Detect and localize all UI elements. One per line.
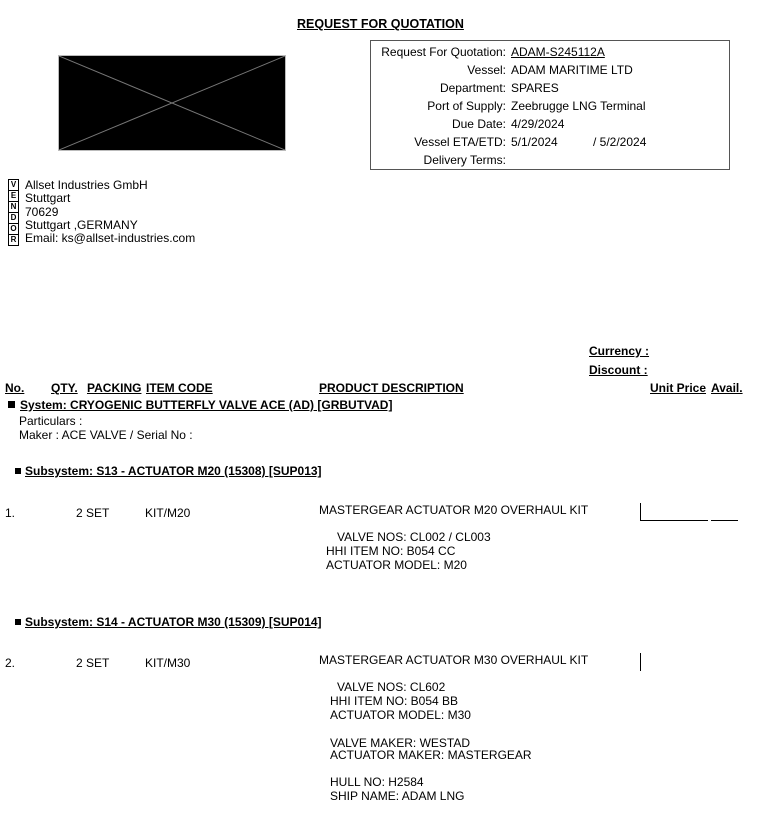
vendor-tag-letter: N <box>8 201 19 212</box>
column-header-product-description: PRODUCT DESCRIPTION <box>319 381 464 395</box>
vendor-country: Stuttgart ,GERMANY <box>25 217 138 232</box>
item-detail: HULL NO: H2584 <box>330 775 424 789</box>
column-header-item-code: ITEM CODE <box>146 381 213 395</box>
item-detail: ACTUATOR MAKER: MASTERGEAR <box>330 748 532 762</box>
subsystem-heading-s14 <box>15 615 322 629</box>
item-no: 1. <box>5 506 16 520</box>
info-row-delivery-terms <box>371 153 731 171</box>
rfq-info-box <box>370 40 730 170</box>
avail-input[interactable] <box>711 503 738 521</box>
currency-label: Currency : <box>589 344 650 358</box>
port-label: Port of Supply: <box>427 99 506 113</box>
rfq-label: Request For Quotation: <box>381 45 506 59</box>
item-qty: 2 SET <box>76 656 110 670</box>
discount-label: Discount : <box>589 363 648 377</box>
system-particulars: Particulars : <box>19 414 83 428</box>
subsystem-title-text: Subsystem: S13 - ACTUATOR M20 (15308) [SUP013] <box>25 464 322 478</box>
system-title: System: CRYOGENIC BUTTERFLY VALVE ACE (AD) [GRBUTVAD] <box>20 398 393 412</box>
unit-price-field-underline <box>640 520 708 521</box>
item-no: 2. <box>5 656 16 670</box>
eta-value: 5/1/2024 <box>511 135 558 149</box>
item-description: MASTERGEAR ACTUATOR M20 OVERHAUL KIT <box>319 503 589 517</box>
column-header-qty: QTY. <box>51 381 78 395</box>
item-detail: VALVE NOS: CL002 / CL003 <box>337 530 491 544</box>
vendor-tag <box>8 179 19 251</box>
item-detail: ACTUATOR MODEL: M20 <box>326 558 467 572</box>
column-header-unit-price: Unit Price <box>650 381 707 395</box>
due-date-value: 4/29/2024 <box>511 117 565 131</box>
item-detail: ACTUATOR MODEL: M30 <box>330 708 471 722</box>
avail-field-underline <box>711 520 738 521</box>
vendor-tag-letter: E <box>8 190 19 201</box>
rfq-number-link[interactable]: ADAM-S245112A <box>511 45 605 59</box>
unit-price-field-border <box>640 503 641 521</box>
info-row-rfq <box>371 45 731 63</box>
vendor-tag-letter: D <box>8 212 19 223</box>
info-row-vessel <box>371 63 731 81</box>
info-row-department <box>371 81 731 99</box>
item-detail: HHI ITEM NO: B054 CC <box>326 544 456 558</box>
vendor-name: Allset Industries GmbH <box>25 178 148 192</box>
subsystem-title-text: Subsystem: S14 - ACTUATOR M30 (15309) [SUP014] <box>25 615 322 629</box>
image-placeholder-icon <box>59 56 285 150</box>
etd-value: / 5/2/2024 <box>593 135 647 149</box>
item-qty: 2 SET <box>76 506 110 520</box>
unit-price-field-border <box>640 653 641 671</box>
logo-placeholder-image <box>58 55 286 151</box>
system-maker: Maker : ACE VALVE / Serial No : <box>19 428 193 442</box>
info-row-port <box>371 99 731 117</box>
vendor-address <box>25 179 195 245</box>
item-code: KIT/M20 <box>145 506 191 520</box>
department-label: Department: <box>439 81 506 95</box>
column-header-packing: PACKING <box>87 381 142 395</box>
vendor-tag-letter: V <box>8 179 19 190</box>
vendor-city: Stuttgart <box>25 191 71 206</box>
port-value: Zeebrugge LNG Terminal <box>511 99 646 113</box>
due-date-label: Due Date: <box>451 117 506 131</box>
eta-etd-label: Vessel ETA/ETD: <box>414 135 506 149</box>
info-row-eta-etd <box>371 135 731 153</box>
column-header-no: No. <box>5 381 25 395</box>
vendor-tag-letter: R <box>8 234 19 246</box>
subsystem-heading-s13 <box>15 464 322 478</box>
department-value: SPARES <box>511 81 559 95</box>
info-row-due-date <box>371 117 731 135</box>
vessel-value: ADAM MARITIME LTD <box>511 63 633 77</box>
item-description: MASTERGEAR ACTUATOR M30 OVERHAUL KIT <box>319 653 589 667</box>
item-detail: VALVE MAKER: WESTAD <box>330 736 471 750</box>
vendor-email: Email: ks@allset-industries.com <box>25 231 196 246</box>
square-bullet-icon <box>8 401 15 408</box>
square-bullet-icon <box>15 468 21 474</box>
item-code: KIT/M30 <box>145 656 191 670</box>
item-detail: HHI ITEM NO: B054 BB <box>330 694 459 708</box>
unit-price-input[interactable] <box>640 653 709 671</box>
delivery-terms-label: Delivery Terms: <box>423 153 506 167</box>
document-title: REQUEST FOR QUOTATION <box>297 17 464 31</box>
item-detail: SHIP NAME: ADAM LNG <box>330 789 465 803</box>
column-header-avail: Avail. <box>711 381 743 395</box>
vendor-postcode: 70629 <box>25 204 59 219</box>
square-bullet-icon <box>15 619 21 625</box>
vessel-label: Vessel: <box>467 63 506 77</box>
system-heading <box>8 398 392 412</box>
unit-price-input[interactable] <box>640 503 709 521</box>
item-detail: VALVE NOS: CL602 <box>337 680 446 694</box>
vendor-tag-letter: O <box>8 223 19 234</box>
